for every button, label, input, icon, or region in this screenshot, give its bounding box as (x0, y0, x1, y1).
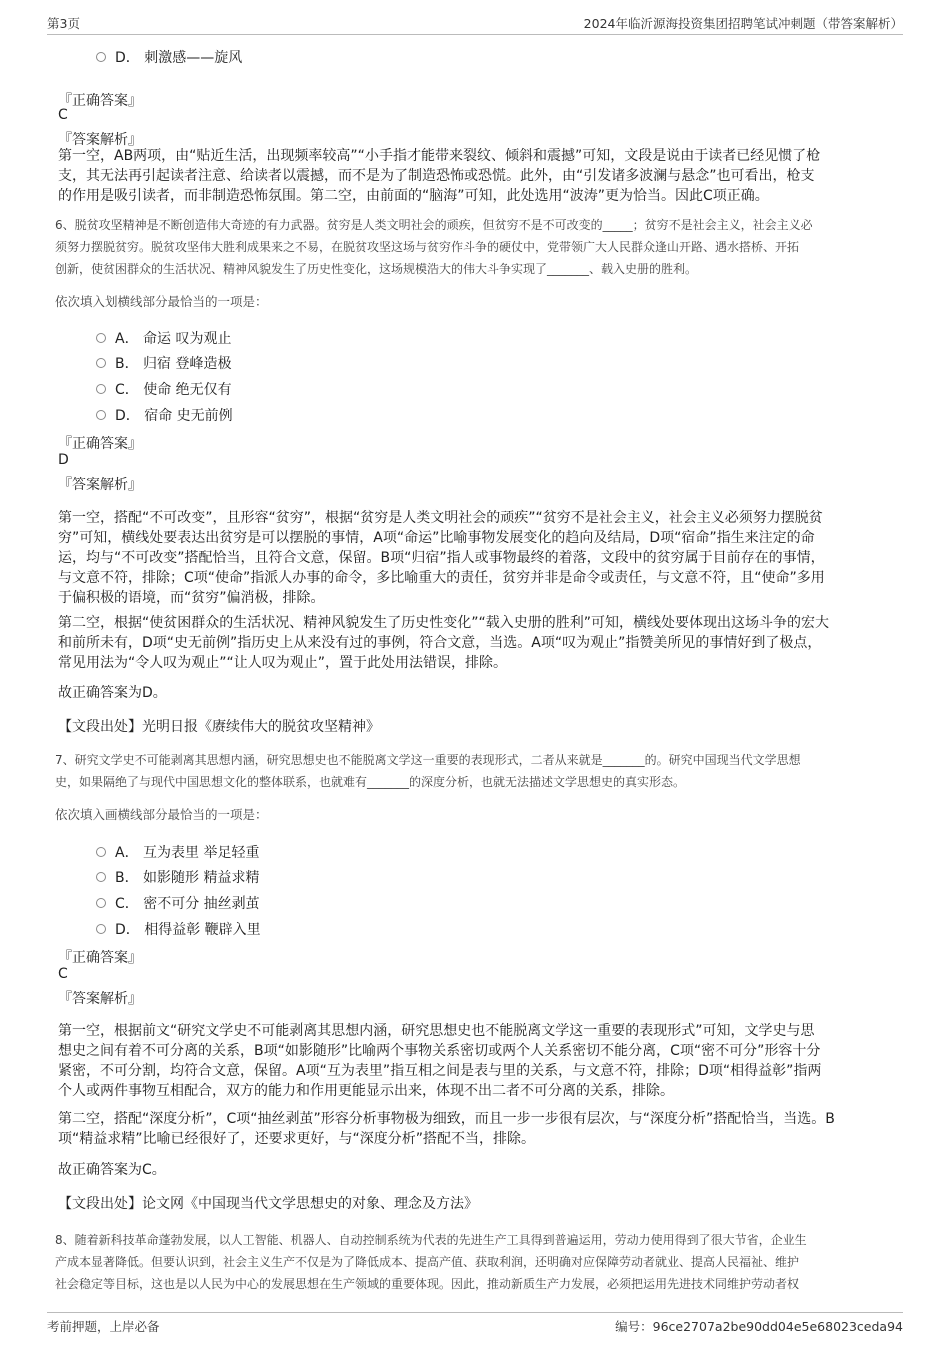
q7-analysis-para-2: 第二空，搭配“深度分析”，C项“抽丝剥茧”形容分析事物极为细致，而且一步一步很有层次，与“深度分析”搭配恰当，当选。B 项“精益求精”比喻已经很好了，还要求更好，与“深度分析”搭配不当，排除。 (58, 1111, 835, 1147)
question-6-stem: 6、脱贫攻坚精神是不断创造伟大奇迹的有力武器。贫穷是人类文明社会的顽疾，但贫穷不是不可改变的_____；贫穷不是社会主义，社会主义必 须努力摆脱贫穷。脱贫攻坚伟大胜利成果来之不易，在脱贫攻坚这场与贫穷作斗争的硬仗中，党带领广大人民群众逢山开路、遇水搭桥、开拓 创新，使贫困群众的生活状况、精神风貌发生了历史性变化，这场规模浩大的伟大斗争实现了_______、载入史册的胜利。 (55, 218, 813, 276)
q7-analysis-para-1: 第一空，根据前文“研究文学史不可能剥离其思想内涵，研究思想史也不能脱离文学这一重要的表现形式”可知，文学史与思 想史之间有着不可分离的关系，B项“如影随形”比喻两个事物关系密切或两个人关系密切不能分离，C项“密不可分”形容十分 紧密，不可分割，均符合文意，保留。A项“互为表里”指互相之间是表与里的关系，与文意不符，排除；D项“相得益彰”指两 个人或两件事物互相配合，双方的能力和作用更能显示出来，体现不出二者不可分离的关系，排除。 (58, 1023, 822, 1099)
question-7-prompt: 依次填入画横线部分最恰当的一项是： (55, 807, 268, 822)
q6-option-d[interactable]: D． 宿命 史无前例 (96, 405, 233, 425)
radio-icon[interactable] (96, 847, 106, 857)
radio-icon[interactable] (96, 333, 106, 343)
q6-option-c[interactable]: C． 使命 绝无仅有 (96, 379, 232, 399)
q7-option-d[interactable]: D． 相得益彰 鞭辟入里 (96, 919, 261, 939)
q7-option-a[interactable]: A． 互为表里 举足轻重 (96, 842, 259, 862)
question-8-stem: 8、随着新科技革命蓬勃发展，以人工智能、机器人、自动控制系统为代表的先进生产工具得到普遍运用，劳动力使用得到了很大节省，企业生 产成本显著降低。但要认识到，社会主义生产不仅是为了降低成本、提高产值、获取利润，还明确对应保障劳动者就业、提高人民福祉、维护 社会稳定等目标，这也是以人民为中心的发展思想在生产领域的重要体现。因此，推动新质生产力发展，必须把运用先进技术同维护劳动者权 (55, 1233, 807, 1291)
q7-conclusion: 故正确答案为C。 (58, 1162, 166, 1178)
q6-source: 【文段出处】光明日报《赓续伟大的脱贫攻坚精神》 (58, 719, 380, 735)
page-number: 第3页 (47, 16, 80, 31)
q7-answer-label: 『正确答案』 (58, 950, 142, 966)
q7-option-b[interactable]: B． 如影随形 精益求精 (96, 867, 260, 887)
q7-answer-value: C (58, 966, 68, 982)
q7-source: 【文段出处】论文网《中国现当代文学思想史的对象、理念及方法》 (58, 1196, 478, 1212)
page-header (47, 14, 903, 35)
question-6-prompt: 依次填入划横线部分最恰当的一项是： (55, 294, 268, 309)
analysis-label: 『答案解析』 (58, 132, 142, 148)
document-code: 编号：96ce2707a2be90dd04e5e68023ceda94 (615, 1319, 903, 1334)
q6-option-a[interactable]: A． 命运 叹为观止 (96, 328, 231, 348)
q7-analysis-label: 『答案解析』 (58, 991, 142, 1007)
q6-option-b[interactable]: B． 归宿 登峰造极 (96, 353, 232, 373)
question-7-stem: 7、研究文学史不可能剥离其思想内涵，研究思想史也不能脱离文学这一重要的表现形式，二者从来就是_______的。研究中国现当代文学思想 史，如果隔绝了与现代中国思想文化的整体联系，也就难有_______的深度分析，也就无法描述文学思想史的真实形态。 (55, 753, 801, 789)
q6-analysis-para-2: 第二空，根据“使贫困群众的生活状况、精神风貌发生了历史性变化”“载入史册的胜利”可知，横线处要体现出这场斗争的宏大 和前所未有，D项“史无前例”指历史上从来没有过的事例，符合文意，当选。A项“叹为观止”指赞美所见的事情好到了极点， 常见用法为“令人叹为观止”“让人叹为观止”，置于此处用法错误，排除。 (58, 615, 830, 671)
q6-analysis-para-1: 第一空，搭配“不可改变”，且形容“贫穷”，根据“贫穷是人类文明社会的顽疾”“贫穷不是社会主义，社会主义必须努力摆脱贫 穷”可知，横线处要表达出贫穷是可以摆脱的事情，A项“命运”比喻事物发展变化的趋向及结局，D项“宿命”指生来注定的命 运，均与“不可改变”搭配恰当，且符合文意，保留。B项“归宿”指人或事物最终的着落，文段中的贫穷属于目前存在的事情， 与文意不符，排除；C项“使命”指派人办事的命令，多比喻重大的责任，贫穷并非是命令或责任，与文意不符，且“使命”多用 于偏积极的语境，而“贫穷”偏消极，排除。 (58, 510, 825, 606)
document-title: 2024年临沂源海投资集团招聘笔试冲刺题（带答案解析） (583, 16, 903, 31)
analysis-text: 第一空，AB两项，由“贴近生活，出现频率较高”“小手指才能带来裂纹、倾斜和震撼”可知，文段是说由于读者已经见惯了枪 支，其无法再引起读者注意、给读者以震撼，而不是为了制造恐怖或恐慌。此外，由“引发诸多波澜与悬念”也可看出，枪支 的作用是吸引读者，而非制造恐怖氛围。第二空，由前面的“脑海”可知，此处选用“波涛”更为恰当。因此C项正确。 (58, 148, 821, 204)
radio-icon[interactable] (96, 52, 106, 62)
option-d-prev[interactable]: D． 刺激感——旋风 (96, 47, 242, 67)
q6-answer-value: D (58, 452, 69, 468)
radio-icon[interactable] (96, 898, 106, 908)
q6-conclusion: 故正确答案为D。 (58, 685, 167, 701)
radio-icon[interactable] (96, 384, 106, 394)
answer-value: C (58, 107, 68, 123)
radio-icon[interactable] (96, 924, 106, 934)
radio-icon[interactable] (96, 410, 106, 420)
q6-analysis-label: 『答案解析』 (58, 477, 142, 493)
radio-icon[interactable] (96, 872, 106, 882)
page-footer (47, 1312, 903, 1336)
q6-answer-label: 『正确答案』 (58, 436, 142, 452)
footer-slogan: 考前押题，上岸必备 (47, 1319, 160, 1334)
q7-option-c[interactable]: C． 密不可分 抽丝剥茧 (96, 893, 260, 913)
answer-label: 『正确答案』 (58, 93, 142, 109)
radio-icon[interactable] (96, 358, 106, 368)
